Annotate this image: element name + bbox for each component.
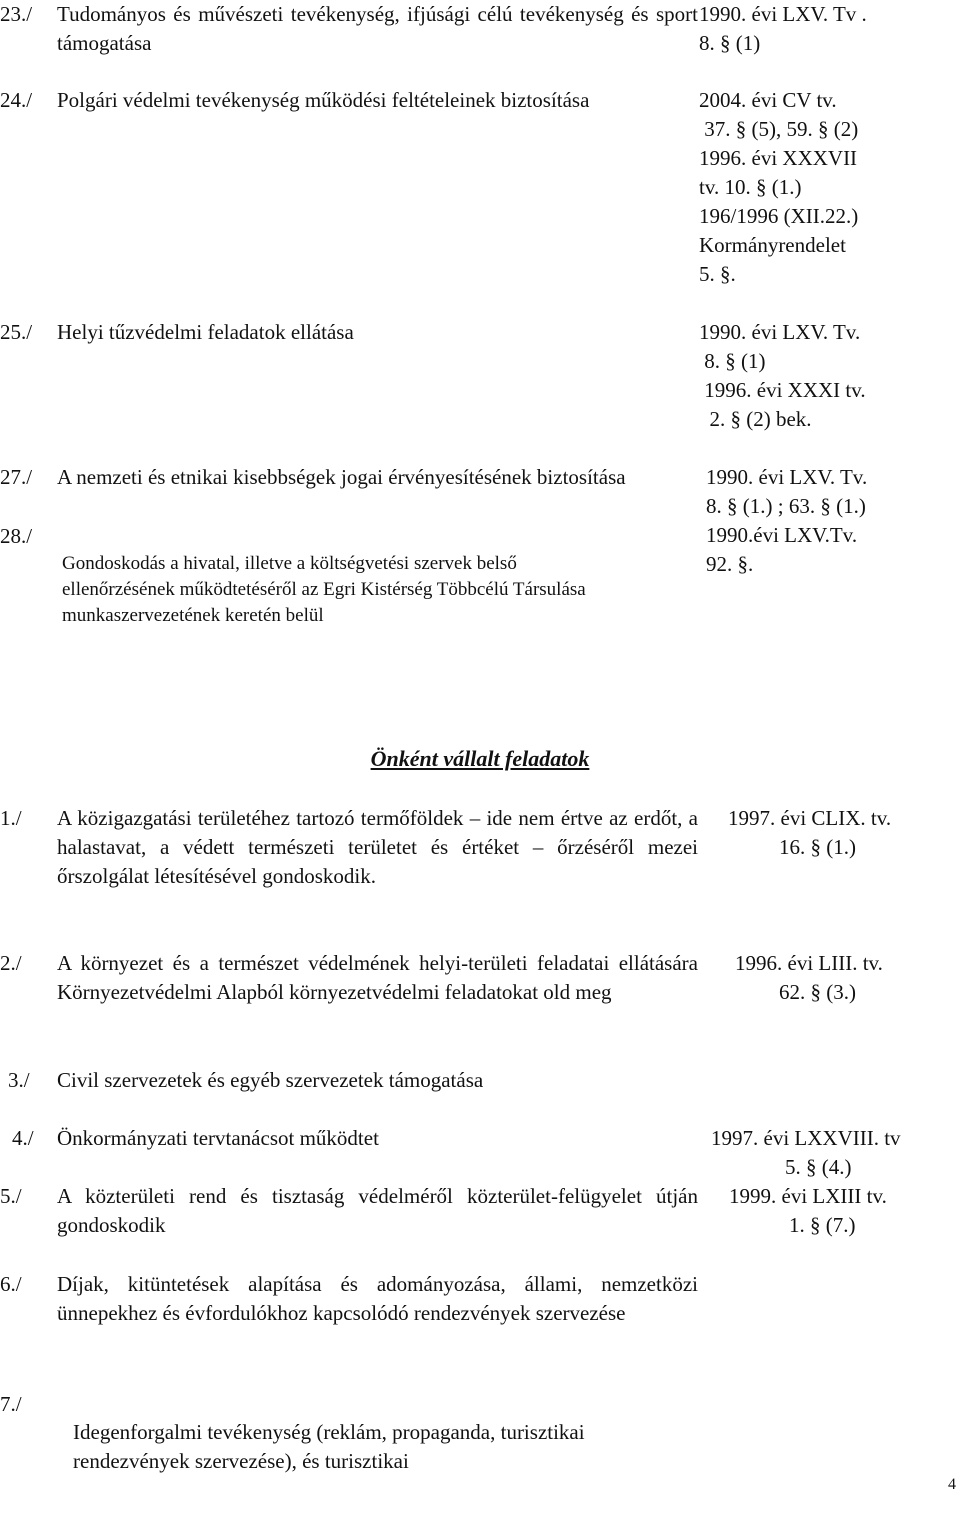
legal-reference: 1996. évi XXXI tv. <box>699 378 866 402</box>
legal-reference: 5. §. <box>699 262 736 286</box>
legal-reference: 8. § (1) <box>699 349 766 373</box>
legal-reference: 62. § (3.) <box>779 980 856 1004</box>
legal-reference: 1996. évi XXXVII <box>699 146 858 170</box>
item-text: Önkormányzati tervtanácsot működtet <box>57 1126 379 1150</box>
item-text: Tudományos és művészeti tevékenység, ifjúsági célú tevékenység és sport támogatása <box>57 2 698 55</box>
item-text: Helyi tűzvédelmi feladatok ellátása <box>57 320 354 344</box>
item-number: 3./ <box>8 1068 30 1092</box>
item-number: 2./ <box>0 951 22 975</box>
item-text: A közigazgatási területéhez tartozó termőföldek – ide nem értve az erdőt, a halastavat, a védett természeti területet és értéket – őrzéséről mezei őrszolgálat létesítésével gondoskodik. <box>57 806 698 888</box>
legal-reference: 2. § (2) bek. <box>699 407 812 431</box>
legal-reference: 92. §. <box>706 552 754 576</box>
legal-reference: tv. 10. § (1.) <box>699 175 802 199</box>
legal-reference: 1990. évi LXV. Tv . <box>699 2 867 26</box>
legal-reference: 1990. évi LXV. Tv. <box>706 465 868 489</box>
legal-reference: 1990. évi LXV. Tv. <box>699 320 861 344</box>
item-number: 27./ <box>0 465 33 489</box>
item-number: 25./ <box>0 320 33 344</box>
section-heading: Önként vállalt feladatok <box>370 746 590 771</box>
legal-reference: Kormányrendelet <box>699 233 846 257</box>
legal-reference: 196/1996 (XII.22.) <box>699 204 859 228</box>
item-number: 6./ <box>0 1272 22 1296</box>
item-text: Díjak, kitüntetések alapítása és adományozása, állami, nemzetközi ünnepekhez és évfordulókhoz kapcsolódó rendezvények szervezése <box>57 1272 698 1325</box>
legal-reference: 1997. évi CLIX. tv. <box>728 806 892 830</box>
item-text: A közterületi rend és tisztaság védelméről közterület-felügyelet útján gondoskodik <box>57 1184 698 1237</box>
legal-reference: 2004. évi CV tv. <box>699 88 837 112</box>
legal-reference: 1990.évi LXV.Tv. <box>706 523 858 547</box>
legal-reference: 1997. évi LXXVIII. tv <box>711 1126 901 1150</box>
item-number: 24./ <box>0 88 33 112</box>
item-text: Civil szervezetek és egyéb szervezetek támogatása <box>57 1068 484 1092</box>
legal-reference: 8. § (1.) ; 63. § (1.) <box>706 494 866 518</box>
legal-reference: 1. § (7.) <box>789 1213 856 1237</box>
legal-reference: 1999. évi LXIII tv. <box>729 1184 887 1208</box>
item-text: A nemzeti és etnikai kisebbségek jogai érvényesítésének biztosítása <box>57 465 626 489</box>
item-number: 1./ <box>0 806 22 830</box>
legal-reference: 1996. évi LIII. tv. <box>735 951 883 975</box>
item-text: Idegenforgalmi tevékenység (reklám, propaganda, turisztikai rendezvények szervezése), és turisztikai <box>73 1420 585 1473</box>
item-number: 5./ <box>0 1184 22 1208</box>
page-number: 4 <box>948 1476 956 1493</box>
item-number: 28./ <box>0 524 33 548</box>
legal-reference: 37. § (5), 59. § (2) <box>699 117 859 141</box>
item-number: 4./ <box>12 1126 34 1150</box>
item-text: Gondoskodás a hivatal, illetve a költségvetési szervek belső ellenőrzésének működtetéséről az Egri Kistérség Többcélú Társulása munkaszervezetének keretén belül <box>62 553 586 626</box>
item-text: A környezet és a természet védelmének helyi-területi feladatai ellátására Környezetvédelmi Alapból környezetvédelmi feladatokat old meg <box>57 951 698 1004</box>
item-number: 7./ <box>0 1392 22 1416</box>
item-number: 23./ <box>0 2 33 26</box>
legal-reference: 8. § (1) <box>699 31 761 55</box>
legal-reference: 16. § (1.) <box>779 835 856 859</box>
item-text: Polgári védelmi tevékenység működési feltételeinek biztosítása <box>57 88 590 112</box>
legal-reference: 5. § (4.) <box>785 1155 852 1179</box>
